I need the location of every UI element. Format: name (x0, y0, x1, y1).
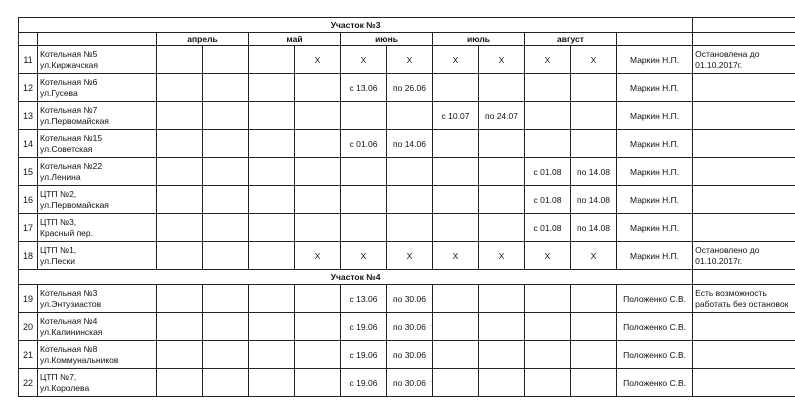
schedule-cell (157, 369, 203, 397)
note-cell (693, 102, 795, 130)
facility-cell (38, 102, 157, 130)
schedule-cell (249, 102, 295, 130)
schedule-cell (295, 158, 341, 186)
schedule-cell (341, 102, 387, 130)
responsible-person: Маркин Н.П. (617, 102, 693, 130)
schedule-cell (157, 158, 203, 186)
blank-cell (693, 270, 795, 285)
schedule-cell (249, 186, 295, 214)
schedule-cell (341, 158, 387, 186)
row-number: 16 (19, 186, 38, 214)
schedule-cell (203, 186, 249, 214)
section-header-row (19, 270, 795, 285)
schedule-cell (203, 130, 249, 158)
schedule-cell (387, 102, 433, 130)
schedule-table (18, 17, 795, 397)
facility-cell (38, 130, 157, 158)
schedule-cell (433, 214, 479, 242)
table-row (19, 341, 795, 369)
schedule-cell (295, 186, 341, 214)
schedule-cell (479, 313, 525, 341)
schedule-cell (249, 158, 295, 186)
facility-street: ул.Советская (40, 143, 93, 154)
schedule-cell (571, 102, 617, 130)
schedule-cell: X (479, 242, 525, 270)
note-cell (693, 285, 795, 313)
schedule-cell (249, 341, 295, 369)
row-number: 18 (19, 242, 38, 270)
schedule-cell: с 01.08 (525, 186, 571, 214)
note-cell (693, 158, 795, 186)
schedule-cell: по 26.06 (387, 74, 433, 102)
schedule-cell: с 19.06 (341, 341, 387, 369)
facility-street: Красный пер. (40, 227, 93, 238)
responsible-person: Положенко С.В. (617, 341, 693, 369)
schedule-cell: с 19.06 (341, 313, 387, 341)
schedule-cell: X (571, 46, 617, 74)
note-line: 01.10.2017г. (695, 255, 743, 266)
section-title: Участок №4 (19, 270, 693, 285)
schedule-cell: по 30.06 (387, 313, 433, 341)
table-row (19, 186, 795, 214)
schedule-cell (203, 369, 249, 397)
blank-cell (693, 18, 795, 33)
schedule-cell: X (387, 242, 433, 270)
schedule-cell (479, 285, 525, 313)
schedule-cell (203, 102, 249, 130)
month-june: июнь (341, 33, 433, 46)
facility-cell (38, 341, 157, 369)
facility-name: Котельная №3 (40, 287, 98, 298)
schedule-cell: X (295, 242, 341, 270)
facility-name: ЦТП №2, (40, 188, 77, 199)
schedule-cell (479, 214, 525, 242)
schedule-cell (433, 186, 479, 214)
schedule-cell (525, 369, 571, 397)
schedule-cell (203, 313, 249, 341)
schedule-cell (249, 285, 295, 313)
schedule-cell (433, 313, 479, 341)
facility-name: Котельная №4 (40, 315, 98, 326)
facility-cell (38, 186, 157, 214)
schedule-cell (387, 186, 433, 214)
schedule-cell (525, 285, 571, 313)
schedule-cell (433, 158, 479, 186)
schedule-cell (157, 74, 203, 102)
row-number: 20 (19, 313, 38, 341)
responsible-person: Маркин Н.П. (617, 130, 693, 158)
section-4-rows (19, 285, 795, 397)
schedule-cell (157, 46, 203, 74)
facility-name: Котельная №22 (40, 160, 103, 171)
facility-cell (38, 74, 157, 102)
row-number: 14 (19, 130, 38, 158)
schedule-cell (203, 214, 249, 242)
schedule-cell (433, 130, 479, 158)
facility-street: ул.Пески (40, 255, 75, 266)
section-3-rows (19, 46, 795, 270)
schedule-cell (203, 74, 249, 102)
schedule-cell: по 24.07 (479, 102, 525, 130)
schedule-cell: с 10.07 (433, 102, 479, 130)
schedule-cell (525, 102, 571, 130)
responsible-person: Маркин Н.П. (617, 46, 693, 74)
schedule-cell (203, 158, 249, 186)
row-number: 17 (19, 214, 38, 242)
schedule-cell (295, 74, 341, 102)
schedule-cell: по 14.06 (387, 130, 433, 158)
facility-street: ул.Коммунальников (40, 354, 119, 365)
table-row (19, 285, 795, 313)
schedule-cell (295, 369, 341, 397)
schedule-cell (249, 313, 295, 341)
facility-cell (38, 158, 157, 186)
schedule-cell (249, 214, 295, 242)
facility-cell (38, 285, 157, 313)
note-cell (693, 242, 795, 270)
schedule-cell (571, 313, 617, 341)
row-number: 11 (19, 46, 38, 74)
table-row (19, 242, 795, 270)
facility-street: ул.Киржачская (40, 59, 98, 70)
facility-street: ул.Ленина (40, 171, 81, 182)
schedule-cell: X (525, 242, 571, 270)
facility-name: ЦТП №1, (40, 244, 77, 255)
schedule-cell: по 30.06 (387, 341, 433, 369)
facility-street: ул.Гусева (40, 87, 78, 98)
row-number: 13 (19, 102, 38, 130)
schedule-cell: по 14.08 (571, 186, 617, 214)
schedule-cell (479, 341, 525, 369)
schedule-cell: X (387, 46, 433, 74)
schedule-cell (479, 369, 525, 397)
facility-name: Котельная №6 (40, 76, 98, 87)
table-row (19, 158, 795, 186)
schedule-cell (249, 242, 295, 270)
schedule-cell: с 01.06 (341, 130, 387, 158)
note-line: 01.10.2017г. (695, 59, 743, 70)
month-may: май (249, 33, 341, 46)
table-row (19, 313, 795, 341)
facility-cell (38, 242, 157, 270)
month-april: апрель (157, 33, 249, 46)
responsible-person: Маркин Н.П. (617, 74, 693, 102)
schedule-cell (157, 102, 203, 130)
schedule-cell (249, 46, 295, 74)
schedule-cell (203, 46, 249, 74)
table-row (19, 102, 795, 130)
schedule-cell: с 01.08 (525, 214, 571, 242)
table-row (19, 130, 795, 158)
schedule-cell (249, 369, 295, 397)
facility-name: Котельная №8 (40, 343, 98, 354)
facility-street: ул.Первомайская (40, 115, 109, 126)
schedule-cell (157, 341, 203, 369)
schedule-cell (525, 130, 571, 158)
schedule-cell (157, 313, 203, 341)
schedule-cell (525, 74, 571, 102)
note-line: Есть возможность (695, 287, 767, 298)
schedule-cell: по 14.08 (571, 158, 617, 186)
schedule-cell (203, 341, 249, 369)
table-row (19, 369, 795, 397)
month-august: август (525, 33, 617, 46)
responsible-person: Положенко С.В. (617, 285, 693, 313)
schedule-cell (525, 313, 571, 341)
note-cell (693, 186, 795, 214)
facility-name: Котельная №7 (40, 104, 98, 115)
schedule-cell (571, 74, 617, 102)
facility-name: Котельная №5 (40, 48, 98, 59)
section-header-row (19, 18, 795, 33)
facility-cell (38, 46, 157, 74)
months-header-row (19, 33, 795, 46)
schedule-cell: X (341, 46, 387, 74)
note-cell (693, 130, 795, 158)
schedule-cell (157, 130, 203, 158)
schedule-cell: X (525, 46, 571, 74)
schedule-cell (157, 186, 203, 214)
schedule-cell (295, 102, 341, 130)
schedule-cell (433, 285, 479, 313)
facility-name: ЦТП №7, (40, 371, 77, 382)
row-number: 19 (19, 285, 38, 313)
schedule-cell (571, 369, 617, 397)
row-number: 22 (19, 369, 38, 397)
schedule-cell: с 13.06 (341, 74, 387, 102)
facility-street: ул.Энтузиастов (40, 298, 102, 309)
note-line: Остановлена до (695, 48, 760, 59)
schedule-cell (157, 285, 203, 313)
note-cell (693, 74, 795, 102)
schedule-cell (249, 130, 295, 158)
note-cell (693, 46, 795, 74)
schedule-cell (387, 158, 433, 186)
row-number: 15 (19, 158, 38, 186)
schedule-cell: X (433, 242, 479, 270)
responsible-person: Маркин Н.П. (617, 214, 693, 242)
facility-cell (38, 369, 157, 397)
responsible-person: Маркин Н.П. (617, 186, 693, 214)
schedule-cell (295, 341, 341, 369)
schedule-cell (387, 214, 433, 242)
responsible-person: Положенко С.В. (617, 313, 693, 341)
schedule-cell: по 30.06 (387, 285, 433, 313)
responsible-person: Положенко С.В. (617, 369, 693, 397)
schedule-cell: X (479, 46, 525, 74)
schedule-cell: по 30.06 (387, 369, 433, 397)
schedule-cell: X (341, 242, 387, 270)
schedule-cell (433, 341, 479, 369)
schedule-cell (571, 341, 617, 369)
facility-cell (38, 214, 157, 242)
facility-name: Котельная №15 (40, 132, 103, 143)
schedule-cell: по 14.08 (571, 214, 617, 242)
schedule-cell (433, 369, 479, 397)
schedule-cell (525, 341, 571, 369)
schedule-cell: с 19.06 (341, 369, 387, 397)
schedule-cell (479, 158, 525, 186)
responsible-person: Маркин Н.П. (617, 158, 693, 186)
row-number: 21 (19, 341, 38, 369)
schedule-cell (341, 186, 387, 214)
table-row (19, 214, 795, 242)
schedule-cell (479, 74, 525, 102)
table-row (19, 46, 795, 74)
schedule-cell (249, 74, 295, 102)
note-cell (693, 369, 795, 397)
facility-cell (38, 313, 157, 341)
schedule-cell (479, 186, 525, 214)
schedule-cell (203, 285, 249, 313)
schedule-cell (157, 214, 203, 242)
note-cell (693, 214, 795, 242)
schedule-cell (433, 74, 479, 102)
row-number: 12 (19, 74, 38, 102)
facility-street: ул.Первомайская (40, 199, 109, 210)
schedule-cell (571, 285, 617, 313)
schedule-cell (157, 242, 203, 270)
schedule-cell (295, 313, 341, 341)
note-line: Остановлено до (695, 244, 760, 255)
schedule-cell (295, 214, 341, 242)
schedule-cell: X (571, 242, 617, 270)
schedule-cell (479, 130, 525, 158)
facility-name: ЦТП №3, (40, 216, 77, 227)
facility-street: ул.Королева (40, 382, 90, 393)
schedule-cell (571, 130, 617, 158)
schedule-cell (295, 130, 341, 158)
schedule-cell: X (295, 46, 341, 74)
schedule-cell: с 13.06 (341, 285, 387, 313)
schedule-cell: X (433, 46, 479, 74)
schedule-cell (203, 242, 249, 270)
month-july: июль (433, 33, 525, 46)
note-cell (693, 341, 795, 369)
schedule-cell: с 01.08 (525, 158, 571, 186)
facility-street: ул.Калининская (40, 326, 103, 337)
note-line: работать без остановок (695, 298, 789, 309)
section-title: Участок №3 (19, 18, 693, 33)
schedule-cell (295, 285, 341, 313)
note-cell (693, 313, 795, 341)
responsible-person: Маркин Н.П. (617, 242, 693, 270)
table-row (19, 74, 795, 102)
schedule-cell (341, 214, 387, 242)
